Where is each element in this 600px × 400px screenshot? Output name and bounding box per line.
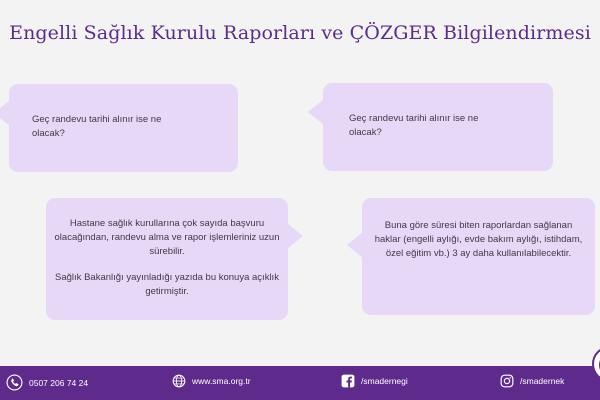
bubble-tail	[0, 100, 10, 126]
phone-number: 0507 206 74 24	[29, 377, 89, 388]
bubble-tail	[308, 99, 324, 125]
footer-website[interactable]	[172, 374, 251, 388]
bubble-text: Geç randevu tarihi alınır ise ne olacak?	[349, 113, 479, 138]
globe-icon	[172, 374, 186, 388]
speech-bubble-question-right	[323, 83, 553, 171]
bubble-text: Geç randevu tarihi alınır ise ne olacak?	[32, 114, 162, 139]
speech-bubble-question-left	[9, 84, 238, 172]
footer-instagram[interactable]	[500, 374, 564, 388]
bubble-tail	[287, 223, 303, 249]
bubble-text: Hastane sağlık kurullarına çok sayıda başvuru olacağından, randevu alma ve rapor işlemleriniz uzun sürebilir.	[54, 218, 280, 257]
instagram-handle: /smadernek	[520, 376, 565, 386]
bubble-text: Buna göre süresi biten raporlardan sağlanan haklar (engelli aylığı, evde bakım aylığı, istihdam, özel eğitim vb.) 3 ay daha kullanılabilecektir.	[374, 220, 583, 259]
footer-bar	[0, 366, 600, 400]
phone-icon	[6, 374, 23, 391]
bubble-text: Sağlık Bakanlığı yayınladığı yazıda bu konuya açıklık getirmiştir.	[55, 272, 279, 297]
bubble-tail	[347, 232, 363, 258]
facebook-icon	[341, 374, 355, 388]
speech-bubble-answer-right	[362, 198, 595, 315]
footer-phone[interactable]	[6, 374, 88, 391]
facebook-handle: /smadernegi	[361, 376, 408, 386]
website-link: www.sma.org.tr	[192, 376, 251, 386]
instagram-icon	[500, 374, 514, 388]
footer-facebook[interactable]	[341, 374, 408, 388]
page-title: Engelli Sağlık Kurulu Raporları ve ÇÖZGER Bilgilendirmesi	[9, 22, 591, 44]
speech-bubble-info-left	[46, 198, 288, 320]
